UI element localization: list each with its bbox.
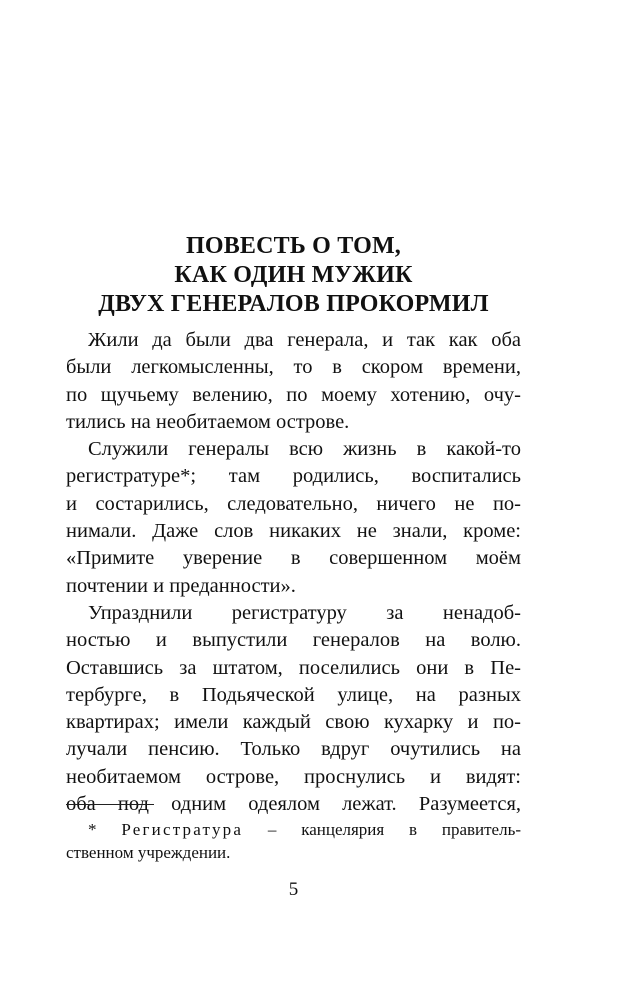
text-line: ностью и выпустили генералов на волю. <box>66 629 521 652</box>
text-line: «Примите уверение в совершенном моём <box>66 547 521 570</box>
text-line: оба под одним одеялом лежат. Разумеется, <box>66 793 521 816</box>
footnote-term: Регистратура <box>121 820 244 839</box>
book-page <box>66 0 521 1000</box>
title-line: ДВУХ ГЕНЕРАЛОВ ПРОКОРМИЛ <box>98 291 489 317</box>
text-line: Служили генералы всю жизнь в какой-то <box>88 438 521 461</box>
text-line: по щучьему велению, по моему хотению, очу- <box>66 383 521 406</box>
body-text <box>66 327 521 818</box>
footnote <box>66 818 521 864</box>
text-line: Жили да были два генерала, и так как оба <box>88 329 521 351</box>
title-line: КАК ОДИН МУЖИК <box>174 262 413 288</box>
text-line: были легкомысленны, то в скором времени, <box>66 356 521 379</box>
text-line: нимали. Даже слов никаких не знали, кроме: <box>66 520 521 543</box>
text-line: Упразднили регистратуру за ненадоб- <box>88 601 521 624</box>
text-line: тились на необитаемом острове. <box>66 410 350 433</box>
text-line: и состарились, следовательно, ничего не по- <box>66 492 521 515</box>
text-line: Оставшись за штатом, поселились они в Пе- <box>66 656 521 679</box>
chapter-title <box>66 232 521 319</box>
text-line: тербурге, в Подьяческой улице, на разных <box>66 683 521 706</box>
footnote-divider <box>66 804 154 805</box>
text-line: регистратуре*; там родились, воспитались <box>66 465 521 488</box>
page-number: 5 <box>288 879 299 900</box>
paragraph-1 <box>66 327 521 436</box>
footnote-line: ственном учреждении. <box>66 843 231 862</box>
text-line: необитаемом острове, проснулись и видят: <box>66 765 521 788</box>
footnote-definition: – канцелярия в правитель- <box>243 820 521 839</box>
paragraph-3 <box>66 600 521 818</box>
footnote-line <box>66 818 521 841</box>
paragraph-2 <box>66 436 521 600</box>
title-line: ПОВЕСТЬ О ТОМ, <box>185 233 402 259</box>
text-line: лучали пенсию. Только вдруг очутились на <box>66 738 521 761</box>
text-line: квартирах; имели каждый свою кухарку и по- <box>66 711 521 734</box>
footnote-marker: * <box>88 820 122 839</box>
text-line: почтении и преданности». <box>66 574 296 597</box>
